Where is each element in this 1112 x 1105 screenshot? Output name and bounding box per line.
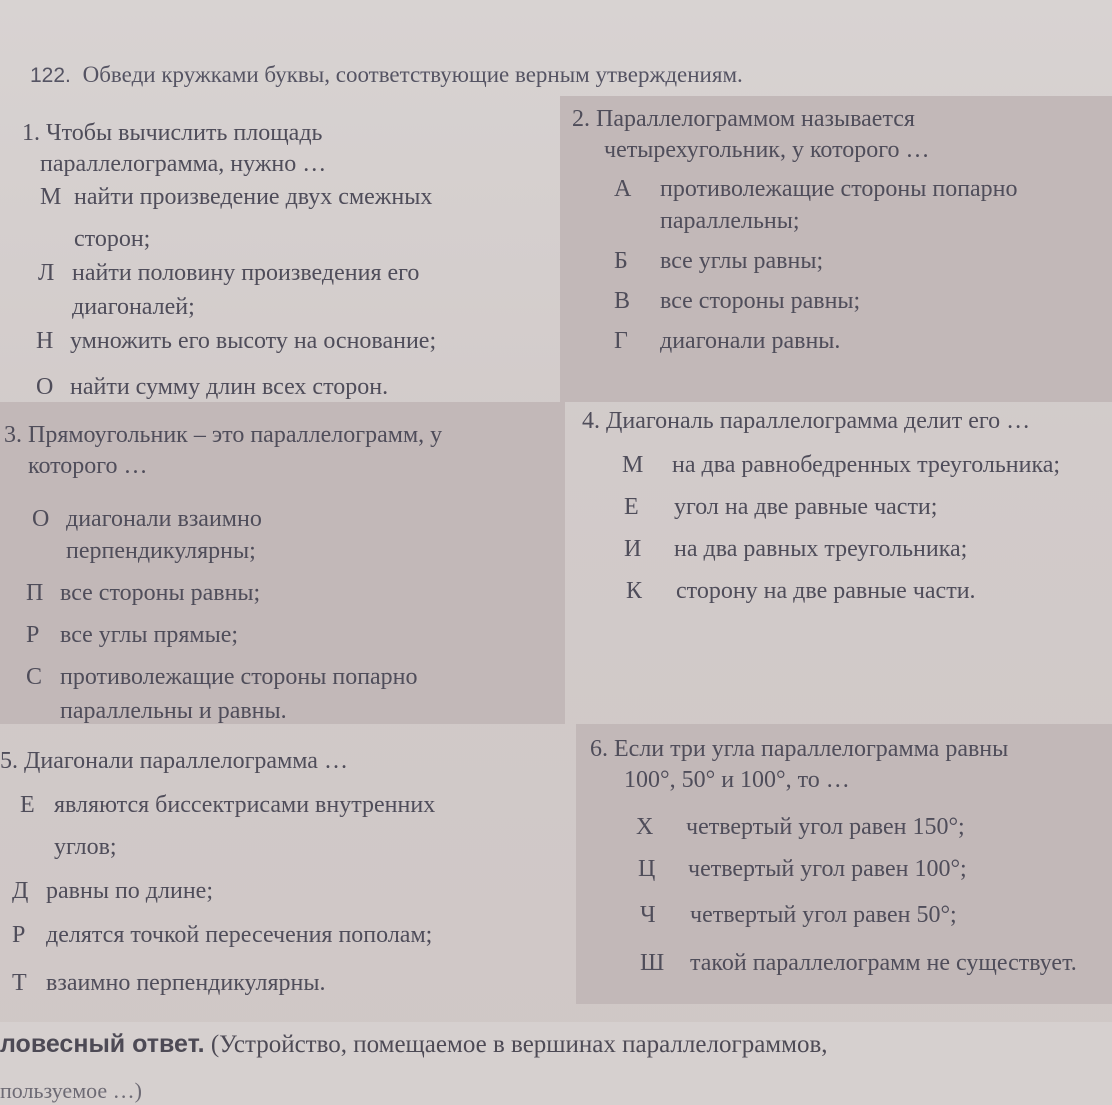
option-text: все углы равны; [660,248,824,274]
q4-option-e[interactable] [624,492,937,523]
option-text: четвертый угол равен 150°; [686,814,965,840]
option-letter: Т [12,970,27,996]
q5-option-r[interactable] [12,920,432,951]
option-text: взаимно перпендикулярны. [46,970,326,996]
option-letter: Р [26,622,40,648]
option-letter: В [614,288,631,314]
option-letter: Г [614,328,628,354]
q1-option-o[interactable] [36,372,388,403]
option-text: такой параллелограмм не существует. [690,950,1077,976]
question-1 [22,118,542,180]
q1-option-n[interactable] [36,326,436,357]
exercise-header [30,62,1090,88]
word-answer-label: ловесный ответ. [0,1030,205,1058]
word-answer-hint: (Устройство, помещаемое в вершинах параллелограммов, [210,1031,828,1058]
question-4 [582,406,1112,437]
q3-option-o[interactable] [32,504,262,535]
question-3 [4,420,544,482]
option-letter: К [626,578,643,604]
question-5 [0,746,540,777]
question-5-number: 5. [0,748,18,774]
q6-option-h[interactable] [636,812,965,843]
option-text: делятся точкой пересечения пополам; [46,922,433,948]
q2-option-b[interactable] [614,246,823,277]
question-3-number: 3. [4,422,22,448]
question-1-text-cont: параллелограмма, нужно … [40,151,327,177]
q6-option-sh[interactable] [640,948,1077,979]
q5-option-d[interactable] [12,876,213,907]
q1-option-l-cont: диагоналей; [72,294,195,320]
q2-option-v[interactable] [614,286,860,317]
q3-option-s-cont: параллельны и равны. [60,698,287,724]
option-letter: Х [636,814,654,840]
option-letter: П [26,580,44,606]
option-letter: Р [12,922,26,948]
question-6 [590,734,1112,796]
option-text: на два равнобедренных треугольника; [672,452,1061,478]
question-3-text-cont: которого … [28,453,148,479]
q1-option-l[interactable] [38,258,419,289]
option-text: противолежащие стороны попарно [660,176,1018,202]
q3-option-r[interactable] [26,620,238,651]
q5-option-t[interactable] [12,968,325,999]
q1-option-m-cont: сторон; [74,226,151,252]
word-answer-hint-cont: пользуемое …) [0,1078,142,1103]
question-2 [572,104,1102,166]
option-text: найти половину произведения его [72,260,420,286]
question-5-text: Диагонали параллелограмма … [24,748,348,774]
q3-option-s[interactable] [26,662,418,693]
option-text: все стороны равны; [660,288,861,314]
option-text: найти сумму длин всех сторон. [70,374,389,400]
option-text: равны по длине; [46,878,213,904]
option-text: найти произведение двух смежных [74,184,433,210]
q3-option-p[interactable] [26,578,260,609]
q2-option-g[interactable] [614,326,840,357]
option-text: четвертый угол равен 50°; [690,902,957,928]
question-2-text: Параллелограммом называется [596,106,915,132]
q4-option-i[interactable] [624,534,967,565]
q2-option-a[interactable] [614,174,1018,205]
q6-option-ch[interactable] [640,900,957,931]
option-text: умножить его высоту на основание; [70,328,437,354]
question-3-text: Прямоугольник – это параллелограмм, у [28,422,443,448]
question-2-number: 2. [572,106,590,132]
question-4-text: Диагональ параллелограмма делит его … [606,408,1031,434]
exercise-instruction: Обведи кружками буквы, соответствующие верным утверждениям. [82,62,743,87]
q1-option-m[interactable] [40,182,432,213]
q4-option-k[interactable] [626,576,976,607]
q5-option-e-cont: углов; [54,834,117,860]
question-6-number: 6. [590,736,608,762]
q4-option-m[interactable] [622,450,1060,481]
question-1-text: Чтобы вычислить площадь [46,120,323,146]
option-letter: Е [624,494,639,520]
option-letter: Н [36,328,54,354]
option-text: все стороны равны; [60,580,261,606]
option-text: сторону на две равные части. [676,578,976,604]
option-text: диагонали взаимно [66,506,262,532]
option-letter: М [622,452,644,478]
option-text: угол на две равные части; [674,494,938,520]
exercise-number: 122. [30,64,71,87]
option-letter: А [614,176,632,202]
option-letter: Б [614,248,628,274]
question-6-text: Если три угла параллелограмма равны [614,736,1009,762]
question-6-text-cont: 100°, 50° и 100°, то … [624,767,850,793]
q5-option-e[interactable] [20,790,435,821]
option-text: все углы прямые; [60,622,239,648]
q6-option-c[interactable] [638,854,967,885]
option-letter: Е [20,792,35,818]
option-text: четвертый угол равен 100°; [688,856,967,882]
word-answer-line [0,1030,828,1059]
option-letter: И [624,536,642,562]
option-letter: Д [12,878,29,904]
q2-option-a-cont: параллельны; [660,208,800,234]
question-2-text-cont: четырехугольник, у которого … [604,137,930,163]
option-letter: О [36,374,54,400]
option-letter: Ш [640,950,665,976]
question-4-number: 4. [582,408,600,434]
option-letter: М [40,184,62,210]
option-letter: Ц [638,856,656,882]
option-text: на два равных треугольника; [674,536,968,562]
option-text: диагонали равны. [660,328,841,354]
option-letter: Ч [640,902,656,928]
option-text: противолежащие стороны попарно [60,664,418,690]
option-text: являются биссектрисами внутренних [54,792,436,818]
option-letter: О [32,506,50,532]
question-1-number: 1. [22,120,40,146]
q3-option-o-cont: перпендикулярны; [66,538,256,564]
option-letter: С [26,664,43,690]
option-letter: Л [38,260,55,286]
